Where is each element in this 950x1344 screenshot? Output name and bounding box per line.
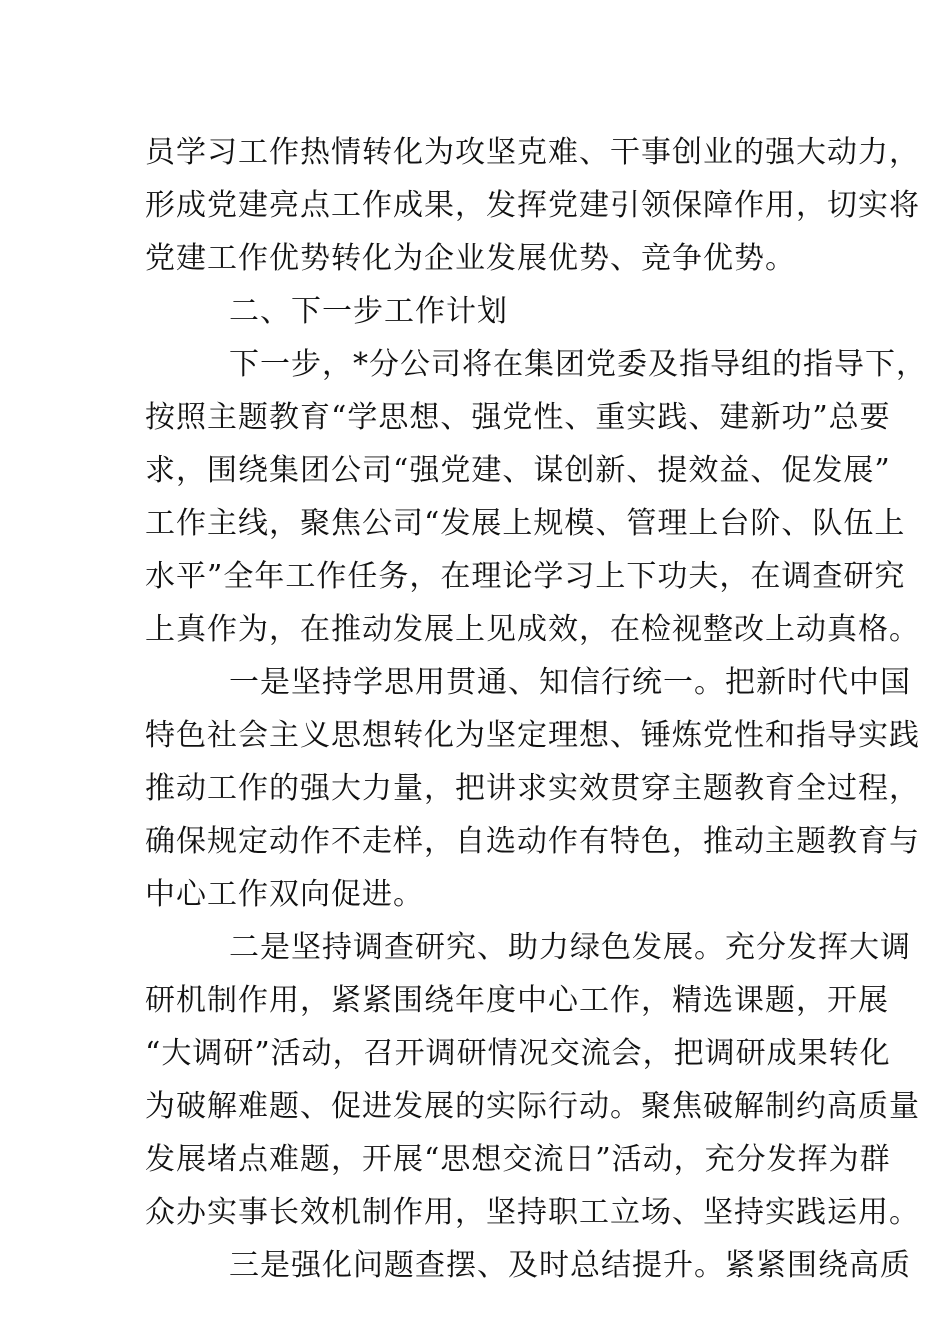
paragraph-line: 上真作为，在推动发展上见成效，在检视整改上动真格。: [145, 612, 920, 647]
paragraph-line: 形成党建亮点工作成果，发挥党建引领保障作用，切实将: [145, 188, 920, 223]
paragraph-line: 三是强化问题查摆、及时总结提升。紧紧围绕高质: [229, 1248, 911, 1283]
paragraph-line: 推动工作的强大力量，把讲求实效贯穿主题教育全过程，: [145, 771, 920, 806]
paragraph-line: 工作主线，聚焦公司“发展上规模、管理上台阶、队伍上: [145, 506, 906, 541]
paragraph-line: 下一步，*分公司将在集团党委及指导组的指导下，: [229, 347, 927, 382]
paragraph-line: 按照主题教育“学思想、强党性、重实践、建新功”总要: [145, 400, 891, 435]
paragraph-line: 为破解难题、促进发展的实际行动。聚焦破解制约高质量: [145, 1089, 920, 1124]
paragraph-line: 求，围绕集团公司“强党建、谋创新、提效益、促发展”: [145, 453, 891, 488]
paragraph-line: 二是坚持调查研究、助力绿色发展。充分发挥大调: [229, 930, 911, 965]
paragraph-line: 党建工作优势转化为企业发展优势、竞争优势。: [145, 241, 796, 276]
paragraph-line: “大调研”活动，召开调研情况交流会，把调研成果转化: [145, 1036, 891, 1071]
section-heading: 二、下一步工作计划: [229, 294, 508, 329]
document-body: [145, 126, 927, 1292]
paragraph-line: 水平”全年工作任务，在理论学习上下功夫，在调查研究: [145, 559, 906, 594]
paragraph-line: 特色社会主义思想转化为坚定理想、锤炼党性和指导实践: [145, 718, 920, 753]
paragraph-line: 员学习工作热情转化为攻坚克难、干事创业的强大动力，: [145, 135, 920, 170]
paragraph-line: 一是坚持学思用贯通、知信行统一。把新时代中国: [229, 665, 911, 700]
paragraph-line: 研机制作用，紧紧围绕年度中心工作，精选课题，开展: [145, 983, 889, 1018]
paragraph-line: 确保规定动作不走样，自选动作有特色，推动主题教育与: [145, 824, 920, 859]
paragraph-line: 中心工作双向促进。: [145, 877, 424, 912]
paragraph-line: 发展堵点难题，开展“思想交流日”活动，充分发挥为群: [145, 1142, 891, 1177]
paragraph-line: 众办实事长效机制作用，坚持职工立场、坚持实践运用。: [145, 1195, 920, 1230]
